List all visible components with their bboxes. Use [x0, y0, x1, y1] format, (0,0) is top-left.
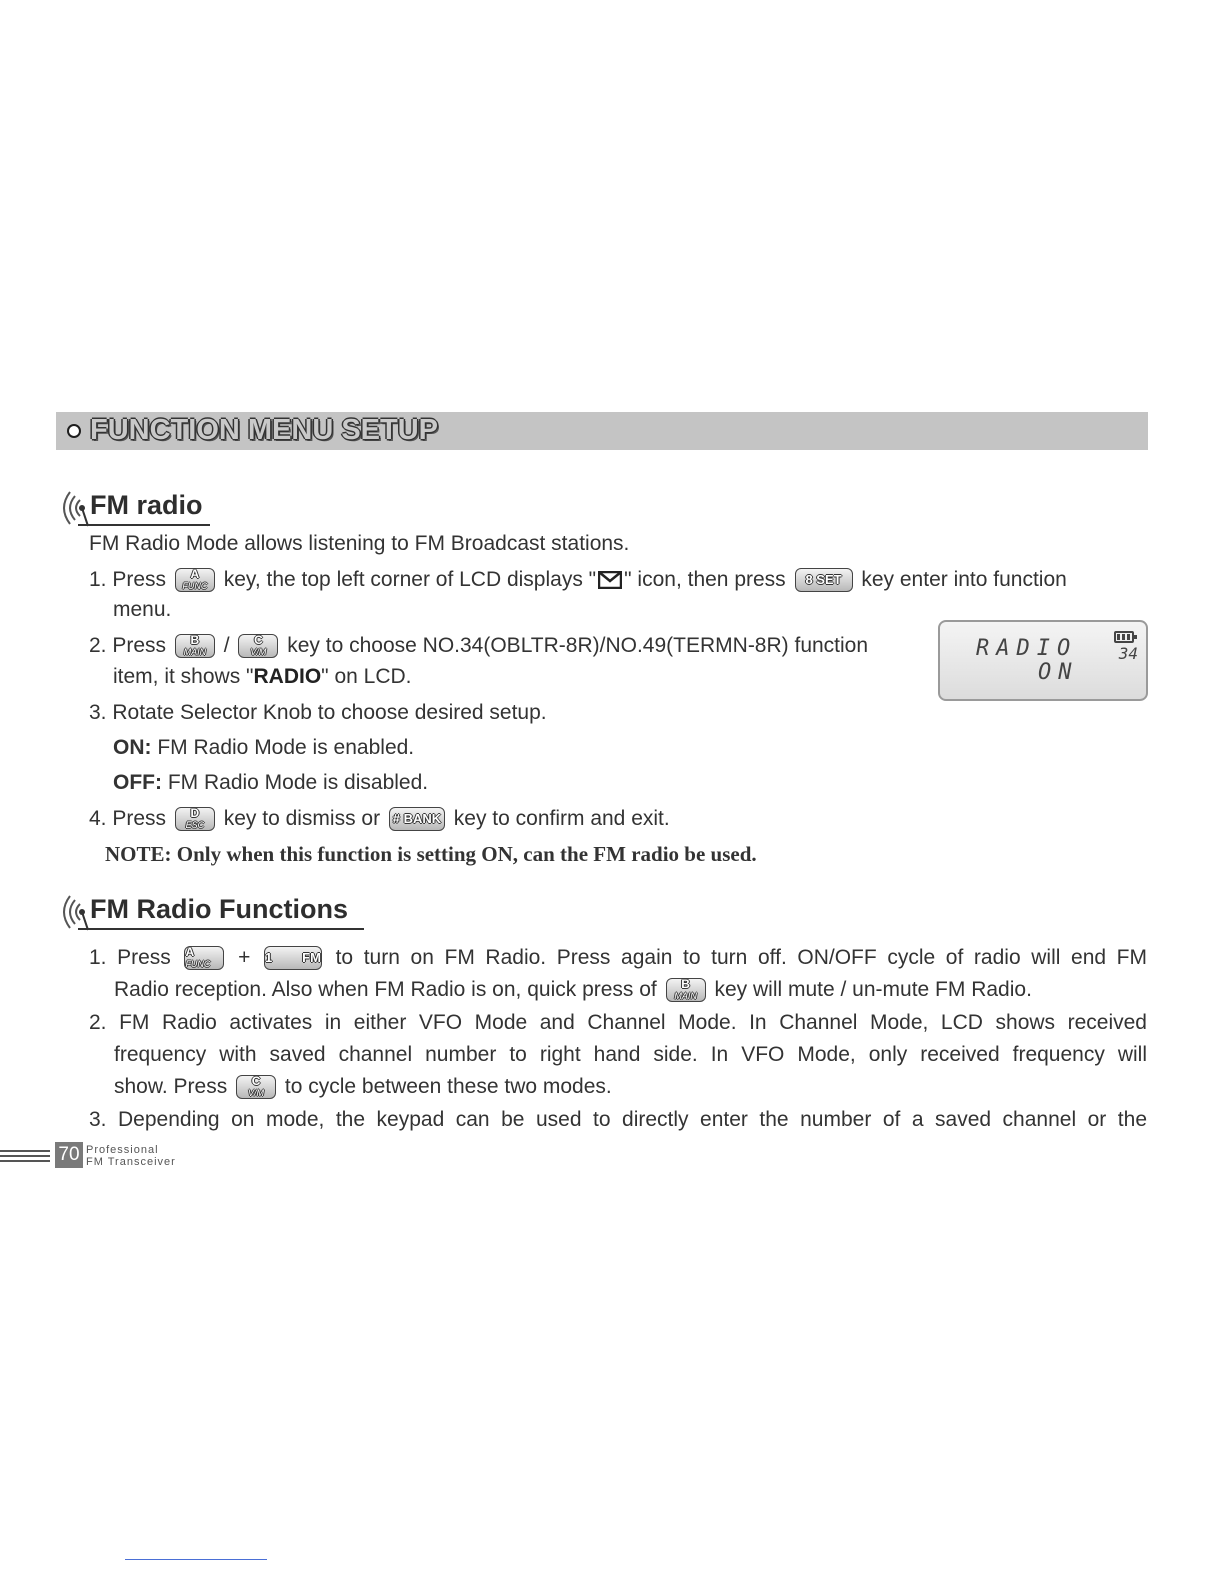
function-2-cont2: show. Press C V/M to cycle between these two modes. — [114, 1074, 612, 1098]
radio-label: RADIO — [253, 665, 322, 688]
step-text: 1. Press — [89, 568, 167, 591]
option-on: ON: FM Radio Mode is enabled. — [113, 736, 415, 759]
step-3: 3. Rotate Selector Knob to choose desired setup. — [89, 701, 547, 724]
option-off: OFF: FM Radio Mode is disabled. — [113, 771, 429, 794]
bottom-rule — [125, 1559, 267, 1560]
heading-underline — [78, 928, 364, 930]
note-text: NOTE: Only when this function is setting ON, can the FM radio be used. — [105, 842, 757, 866]
vm-key-icon: C V/M — [238, 634, 278, 658]
esc-key-icon: D ESC — [175, 807, 215, 831]
lcd-channel-number: 34 — [1118, 644, 1138, 663]
section-banner — [56, 412, 1148, 450]
step-2 — [89, 632, 868, 660]
radio-wave-icon — [56, 488, 90, 528]
bank-key-icon: # BANK — [389, 807, 445, 831]
main-key-icon: B MAIN — [175, 634, 215, 658]
battery-icon — [1114, 631, 1134, 643]
fm-functions-heading — [56, 892, 376, 932]
step-text: " icon, then press — [624, 568, 786, 591]
lcd-line-2: ON — [1038, 660, 1079, 685]
banner-title: FUNCTION MENU SETUP — [90, 414, 438, 446]
radio-wave-icon — [56, 892, 90, 932]
lcd-display — [938, 620, 1148, 701]
section-title: FM radio — [90, 490, 203, 520]
vm-key-icon: C V/M — [236, 1075, 276, 1099]
set-key-icon: 8 SET — [795, 568, 853, 592]
func-key-icon: A FUNC — [175, 568, 215, 592]
message-envelope-icon — [598, 571, 622, 589]
footer-lines — [0, 1148, 50, 1164]
step-text: key enter into function — [861, 568, 1067, 591]
intro-text: FM Radio Mode allows listening to FM Broadcast stations. — [89, 532, 630, 555]
page-number: 70 — [55, 1142, 83, 1168]
step-1-cont: menu. — [113, 598, 172, 621]
publication-label: Professional FM Transceiver — [86, 1144, 176, 1168]
step-2-cont: item, it shows "RADIO" on LCD. — [113, 665, 412, 688]
fm-radio-heading — [56, 488, 226, 528]
function-2: 2. FM Radio activates in either VFO Mode and Channel Mode. In Channel Mode, LCD shows received — [89, 1011, 1147, 1034]
function-2-cont: frequency with saved channel number to right hand side. In VFO Mode, only received frequency will — [114, 1043, 1147, 1066]
function-1: 1. Press A FUNC + 1 FM to turn on FM Radio. Press again to turn off. ON/OFF cycle of radio will end FM — [89, 945, 1147, 969]
heading-underline — [78, 524, 210, 526]
step-1 — [89, 566, 1067, 594]
main-key-icon: B MAIN — [666, 978, 706, 1002]
step-text: 2. Press — [89, 634, 167, 657]
section-title: FM Radio Functions — [90, 894, 348, 924]
bullet-circle-icon — [67, 424, 81, 438]
lcd-line-1: RADIO — [976, 636, 1078, 661]
step-text: key to choose NO.34(OBLTR-8R)/NO.49(TERMN-8R) function — [287, 634, 869, 657]
func-key-icon: A FUNC — [184, 946, 224, 970]
function-1-cont: Radio reception. Also when FM Radio is on, quick press of B MAIN key will mute / un-mute FM Radio. — [114, 977, 1032, 1001]
step-4: 4. Press D ESC key to dismiss or # BANK key to confirm and exit. — [89, 806, 670, 830]
step-text: / — [223, 634, 230, 657]
fm-key-icon: 1 FM — [264, 946, 322, 970]
step-text: key, the top left corner of LCD displays " — [223, 568, 597, 591]
function-3: 3. Depending on mode, the keypad can be used to directly enter the number of a saved channel or the — [89, 1108, 1147, 1131]
